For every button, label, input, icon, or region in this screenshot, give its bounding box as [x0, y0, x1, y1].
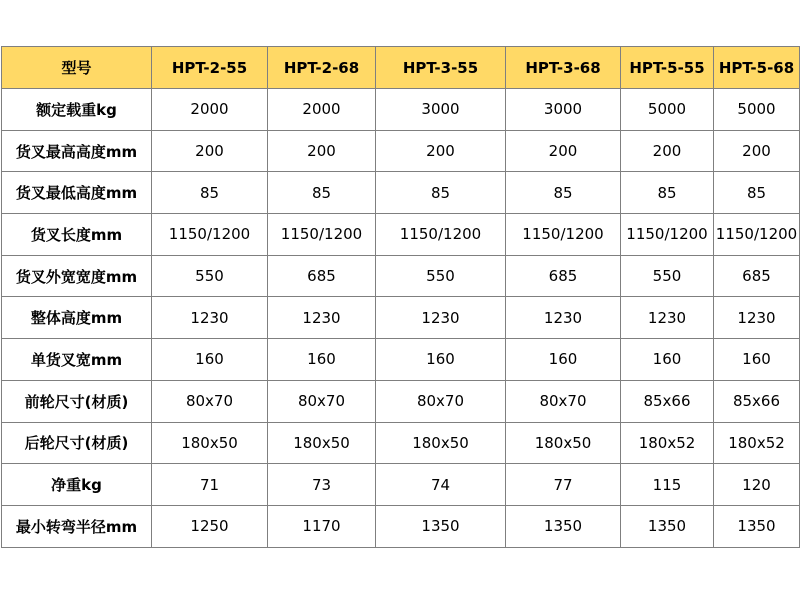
table-cell: 1150/1200 — [506, 214, 621, 256]
table-cell: 1230 — [621, 297, 714, 339]
header-model-5: HPT-5-55 — [621, 47, 714, 89]
header-model-label: 型号 — [2, 47, 152, 89]
table-cell: 85 — [376, 172, 506, 214]
table-row — [2, 505, 800, 547]
table-cell: 160 — [376, 339, 506, 381]
table-cell: 685 — [506, 255, 621, 297]
table-cell: 180x50 — [506, 422, 621, 464]
table-cell: 1230 — [376, 297, 506, 339]
table-cell: 550 — [621, 255, 714, 297]
row-label: 货叉长度mm — [2, 214, 152, 256]
row-label: 净重kg — [2, 464, 152, 506]
table-cell: 80x70 — [376, 380, 506, 422]
table-cell: 85 — [506, 172, 621, 214]
table-cell: 5000 — [621, 89, 714, 131]
table-cell: 1230 — [152, 297, 268, 339]
table-cell: 120 — [714, 464, 800, 506]
table-cell: 5000 — [714, 89, 800, 131]
table-cell: 1150/1200 — [268, 214, 376, 256]
table-cell: 80x70 — [506, 380, 621, 422]
table-cell: 2000 — [152, 89, 268, 131]
table-cell: 180x52 — [621, 422, 714, 464]
row-label: 前轮尺寸(材质) — [2, 380, 152, 422]
table-cell: 200 — [152, 130, 268, 172]
header-model-2: HPT-2-68 — [268, 47, 376, 89]
table-cell: 77 — [506, 464, 621, 506]
table-cell: 160 — [152, 339, 268, 381]
table-cell: 550 — [376, 255, 506, 297]
table-row — [2, 130, 800, 172]
table-cell: 160 — [714, 339, 800, 381]
table-cell: 85 — [714, 172, 800, 214]
row-label: 货叉外宽宽度mm — [2, 255, 152, 297]
table-row — [2, 464, 800, 506]
table-row — [2, 255, 800, 297]
table-cell: 3000 — [506, 89, 621, 131]
table-cell: 1230 — [714, 297, 800, 339]
table-cell: 1350 — [714, 505, 800, 547]
table-cell: 85 — [268, 172, 376, 214]
row-label: 单货叉宽mm — [2, 339, 152, 381]
table-cell: 74 — [376, 464, 506, 506]
table-cell: 200 — [376, 130, 506, 172]
table-cell: 200 — [714, 130, 800, 172]
table-cell: 80x70 — [268, 380, 376, 422]
table-row — [2, 380, 800, 422]
table-cell: 160 — [268, 339, 376, 381]
table-cell: 3000 — [376, 89, 506, 131]
table-cell: 180x52 — [714, 422, 800, 464]
table-cell: 71 — [152, 464, 268, 506]
table-cell: 1170 — [268, 505, 376, 547]
header-model-4: HPT-3-68 — [506, 47, 621, 89]
table-cell: 115 — [621, 464, 714, 506]
table-cell: 685 — [714, 255, 800, 297]
row-label: 额定载重kg — [2, 89, 152, 131]
table-cell: 1230 — [506, 297, 621, 339]
table-cell: 1150/1200 — [152, 214, 268, 256]
table-cell: 85 — [152, 172, 268, 214]
row-label: 货叉最低高度mm — [2, 172, 152, 214]
table-cell: 1230 — [268, 297, 376, 339]
table-cell: 200 — [506, 130, 621, 172]
table-cell: 1350 — [621, 505, 714, 547]
table-row — [2, 89, 800, 131]
header-row — [2, 47, 800, 89]
table-cell: 180x50 — [268, 422, 376, 464]
table-cell: 85x66 — [621, 380, 714, 422]
table-cell: 160 — [621, 339, 714, 381]
table-cell: 685 — [268, 255, 376, 297]
table-cell: 180x50 — [152, 422, 268, 464]
row-label: 整体高度mm — [2, 297, 152, 339]
table-cell: 1350 — [506, 505, 621, 547]
table-cell: 550 — [152, 255, 268, 297]
table-cell: 200 — [621, 130, 714, 172]
table-cell: 73 — [268, 464, 376, 506]
table-cell: 80x70 — [152, 380, 268, 422]
table-cell: 85x66 — [714, 380, 800, 422]
table-body — [2, 89, 800, 548]
table-row — [2, 297, 800, 339]
table-cell: 1150/1200 — [621, 214, 714, 256]
row-label: 后轮尺寸(材质) — [2, 422, 152, 464]
table-row — [2, 214, 800, 256]
header-model-6: HPT-5-68 — [714, 47, 800, 89]
spec-table — [1, 46, 800, 548]
table-cell: 180x50 — [376, 422, 506, 464]
table-row — [2, 339, 800, 381]
row-label: 最小转弯半径mm — [2, 505, 152, 547]
header-model-1: HPT-2-55 — [152, 47, 268, 89]
table-cell: 160 — [506, 339, 621, 381]
table-cell: 200 — [268, 130, 376, 172]
table-cell: 1150/1200 — [714, 214, 800, 256]
row-label: 货叉最高高度mm — [2, 130, 152, 172]
table-cell: 1250 — [152, 505, 268, 547]
table-row — [2, 172, 800, 214]
header-model-3: HPT-3-55 — [376, 47, 506, 89]
table-cell: 1350 — [376, 505, 506, 547]
table-cell: 1150/1200 — [376, 214, 506, 256]
table-cell: 2000 — [268, 89, 376, 131]
table-cell: 85 — [621, 172, 714, 214]
table-row — [2, 422, 800, 464]
